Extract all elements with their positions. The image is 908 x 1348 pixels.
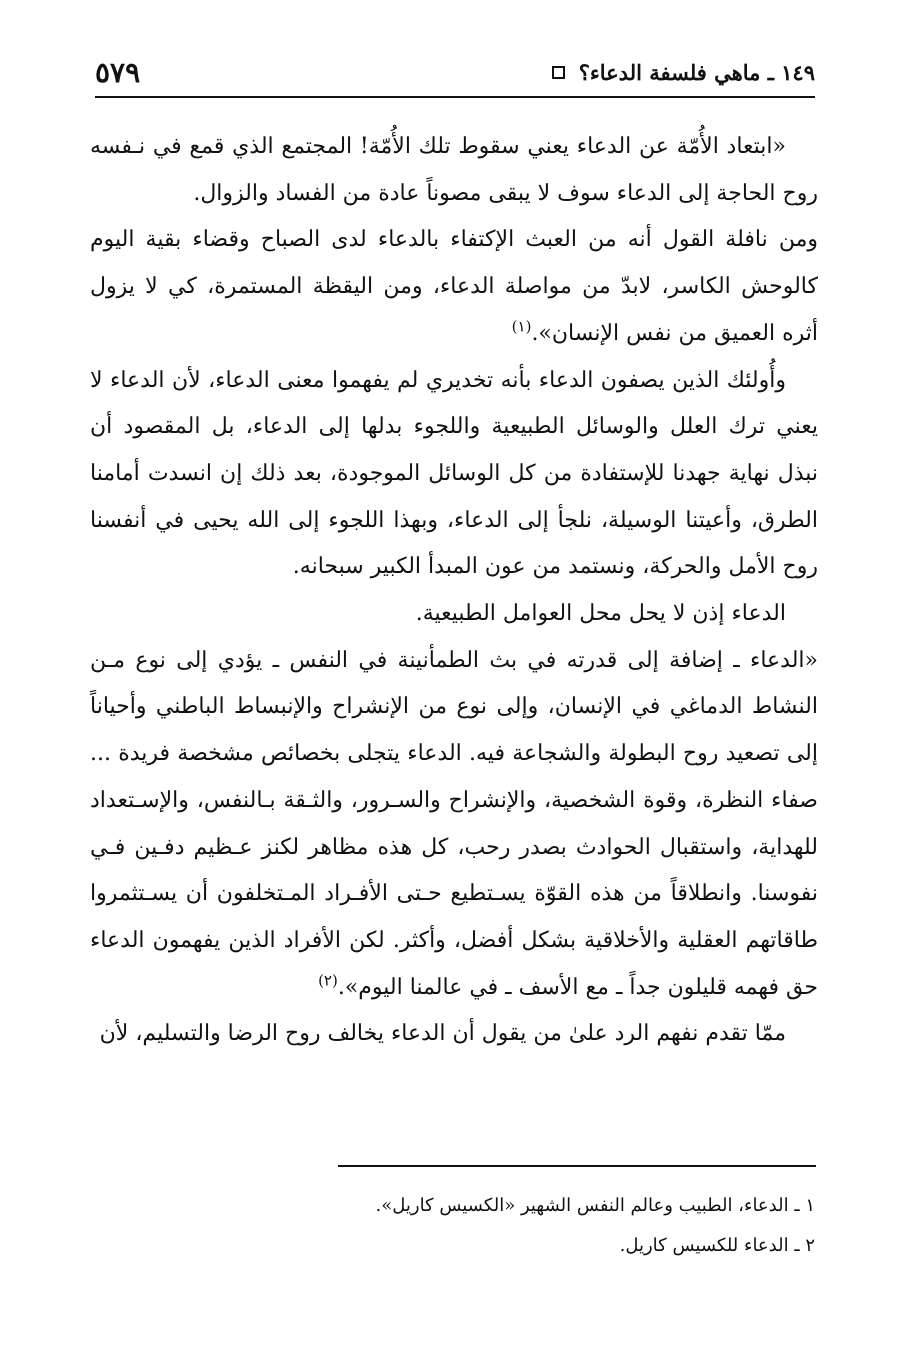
chapter-title: ١٤٩ ـ ماهي فلسفة الدعاء؟ — [578, 59, 815, 85]
paragraph-1 — [90, 124, 818, 217]
paragraph-1-text: «ابتعاد الأُمّة عن الدعاء يعني سقوط تلك الأُمّة! المجتمع الذي قمع في نـفسه روح الحاجة إلى الدعاء سوف لا يبقى مصوناً عادة من الفساد والزوال. — [90, 134, 818, 206]
paragraph-5-text: «الدعاء ـ إضافة إلى قدرته في بث الطمأنينة في النفس ـ يؤدي إلى نوع مـن النشاط الدماغي في الإنسان، وإلى نوع من الإنشراح والإنبساط الباطني وأحياناً إلى تصعيد روح البطولة والشجاعة فيه. الدعاء يتجلى بخصائص مشخصة فريدة ... صفاء النظرة، وقوة الشخصية، والإنشراح والسـرور، والثـقة بـالنفس، والإسـتعداد للهداية، واستقبال الحوادث بصدر رحب، كل هذه مظاهر لكنز عـظيم دفـين فـي نفوسنا. وانطلاقاً من هذه القوّة يسـتطيع حـتى الأفـراد المـتخلفون أن يسـتثمروا طاقاتهم العقلية والأخلاقية بشكل أفضل، وأكثر. لكن الأفراد الذين يفهمون الدعاء حق فهمه قليلون جداً ـ مع الأسف ـ في عالمنا اليوم». — [90, 647, 818, 1000]
header-title-group — [552, 60, 815, 85]
page-number: ٥٧٩ — [95, 55, 141, 89]
paragraph-3 — [90, 358, 818, 592]
paragraph-4-text: الدعاء إذن لا يحل محل العوامل الطبيعية. — [415, 601, 786, 627]
footnote-divider — [338, 1165, 816, 1167]
footnote-2: ٢ ـ الدعاء للكسيس كاريل. — [619, 1235, 815, 1256]
footnote-ref-2: (٢) — [318, 971, 338, 990]
footnote-1: ١ ـ الدعاء، الطبيب وعالم النفس الشهير «الكسيس كاريل». — [375, 1195, 815, 1216]
running-header — [95, 52, 815, 92]
header-divider — [95, 96, 815, 98]
paragraph-2 — [90, 217, 818, 357]
footnotes — [90, 1186, 815, 1266]
paragraph-4 — [90, 591, 818, 638]
paragraph-3-text: وأُولئك الذين يصفون الدعاء بأنه تخديري لم يفهموا معنى الدعاء، لأن الدعاء لا يعني ترك العلل والوسائل الطبيعية واللجوء بدلها إلى الدعاء، بل المقصود أن نبذل نهاية جهدنا للإستفادة من كل الوسائل الموجودة، بعد ذلك إن انسدت أمامنا الطرق، وأعيتنا الوسيلة، نلجأ إلى الدعاء، وبهذا اللجوء إلى الله يحيى في أنفسنا روح الأمل والحركة، ونستمد من عون المبدأ الكبير سبحانه. — [90, 367, 818, 580]
square-ornament-icon — [552, 66, 565, 79]
paragraph-6 — [90, 1011, 818, 1058]
main-text — [90, 124, 818, 1058]
paragraph-2-text: ومن نافلة القول أنه من العبث الإكتفاء بالدعاء لدى الصباح وقضاء بقية اليوم كالوحش الكاسر، لابدّ من مواصلة الدعاء، ومن اليقظة المستمرة، كي لا يزول أثره العميق من نفس الإنسان». — [90, 227, 818, 346]
paragraph-6-text: ممّا تقدم نفهم الرد علىٰ من يقول أن الدعاء يخالف روح الرضا والتسليم، لأن — [99, 1021, 786, 1047]
footnote-ref-1: (١) — [511, 317, 532, 336]
paragraph-5 — [90, 638, 818, 1012]
